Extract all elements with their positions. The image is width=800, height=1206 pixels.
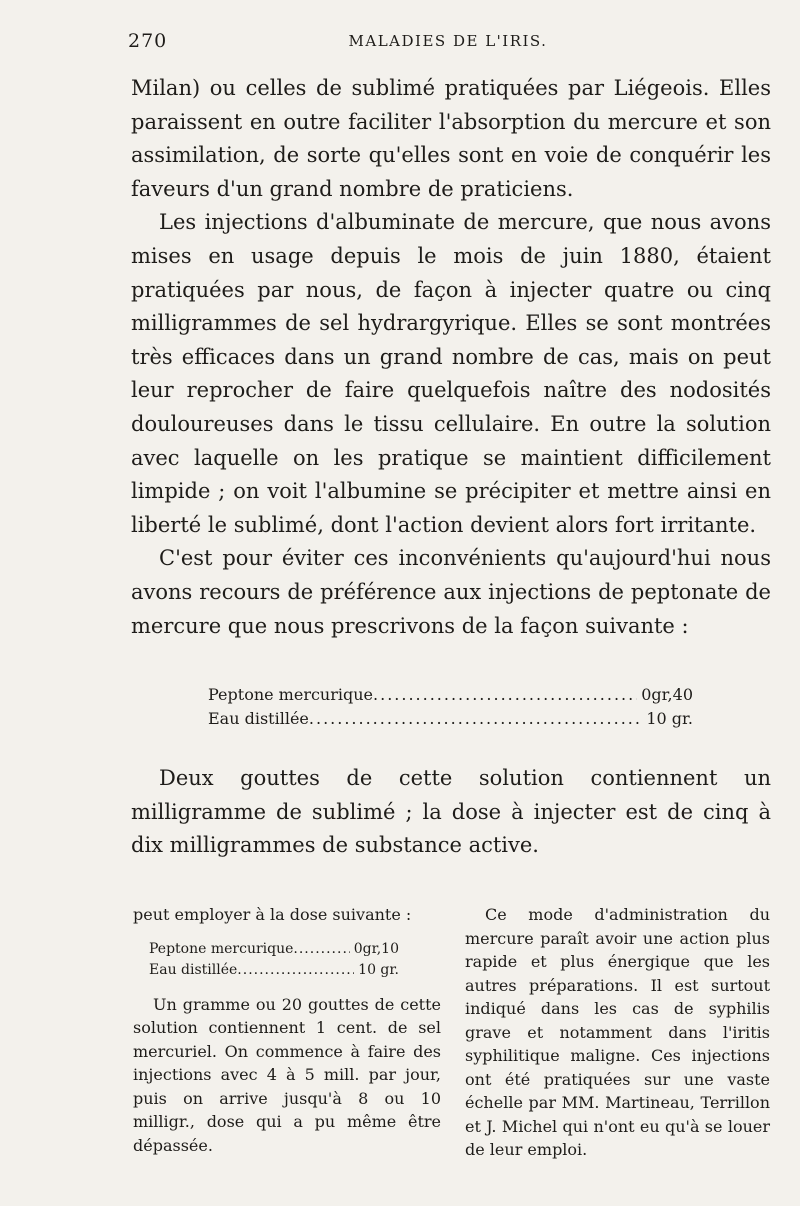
ingredient-quantity: 0gr,40 [641, 685, 693, 704]
column-paragraph: Ce mode d'administration du mercure paraît avoir une action plus rapide et plus énergique que les autres préparations. Il est surtout indiqué dans les cas de syphilis grave et notamment dans l'iritis syphilitique maligne. Ces injections ont été pratiquées sur une vaste échelle par MM. Martineau, Terrillon et J. Michel qui n'ont eu qu'à se louer de leur emploi. [465, 905, 770, 1159]
paragraph: Milan) ou celles de sublimé pratiquées par Liégeois. Elles paraissent en outre faciliter l'absorption du mercure et son assimilation, de sorte qu'elles sont en voie de conquérir les faveurs d'un grand nombre de praticiens. [131, 76, 771, 201]
column-paragraph: Un gramme ou 20 gouttes de cette solution contiennent 1 cent. de sel mercuriel. On commence à faire des injections avec 4 à 5 mill. par jour, puis on arrive jusqu'à 8 ou 10 milligr., dose qui a pu même être dépassée. [133, 994, 441, 1155]
page-header [128, 30, 768, 54]
paragraph: Deux gouttes de cette solution contiennent un milligramme de sublimé ; la dose à injecter est de cinq à dix milligrammes de substance active. [131, 766, 771, 858]
formula-row [208, 683, 693, 707]
paragraph: Les injections d'albuminate de mercure, que nous avons mises en usage depuis le mois de juin 1880, étaient pratiquées par nous, de façon à injecter quatre ou cinq milligrammes de sel hydrargyrique. Elles se sont montrées très efficaces dans un grand nombre de cas, mais on peut leur reprocher de faire quelquefois naître des nodosités douloureuses dans le tissu cellulaire. En outre la solution avec laquelle on les pratique se maintient difficilement limpide ; on voit l'albumine se précipiter et mettre ainsi en liberté le sublimé, dont l'action devient alors fort irritante. [131, 210, 771, 537]
small-prescription-formula [149, 939, 399, 981]
main-text [131, 72, 771, 643]
page-number: 270 [128, 30, 168, 52]
ingredient-name: Eau distillée [208, 709, 309, 728]
leader-dots [373, 683, 637, 707]
formula-row [208, 707, 693, 731]
leader-dots [309, 707, 642, 731]
ingredient-name: Peptone mercurique [208, 685, 374, 704]
left-column [133, 903, 441, 1157]
prescription-formula [208, 683, 693, 731]
formula-row [149, 960, 399, 981]
ingredient-quantity: 0gr,10 [353, 940, 399, 957]
leader-dots [237, 960, 354, 981]
ingredient-quantity: 10 gr. [358, 961, 399, 978]
ingredient-name: Peptone mercurique [149, 940, 294, 957]
running-title: MALADIES DE L'IRIS. [348, 32, 548, 50]
column-intro: peut employer à la dose suivante : [133, 905, 412, 924]
ingredient-quantity: 10 gr. [646, 709, 693, 728]
leader-dots [293, 939, 349, 960]
formula-row [149, 939, 399, 960]
right-column [465, 903, 770, 1162]
paragraph: C'est pour éviter ces inconvénients qu'aujourd'hui nous avons recours de préférence aux injections de peptonate de mercure que nous prescrivons de la façon suivante : [131, 546, 771, 638]
ingredient-name: Eau distillée [149, 961, 238, 978]
main-text-continued [131, 762, 771, 863]
